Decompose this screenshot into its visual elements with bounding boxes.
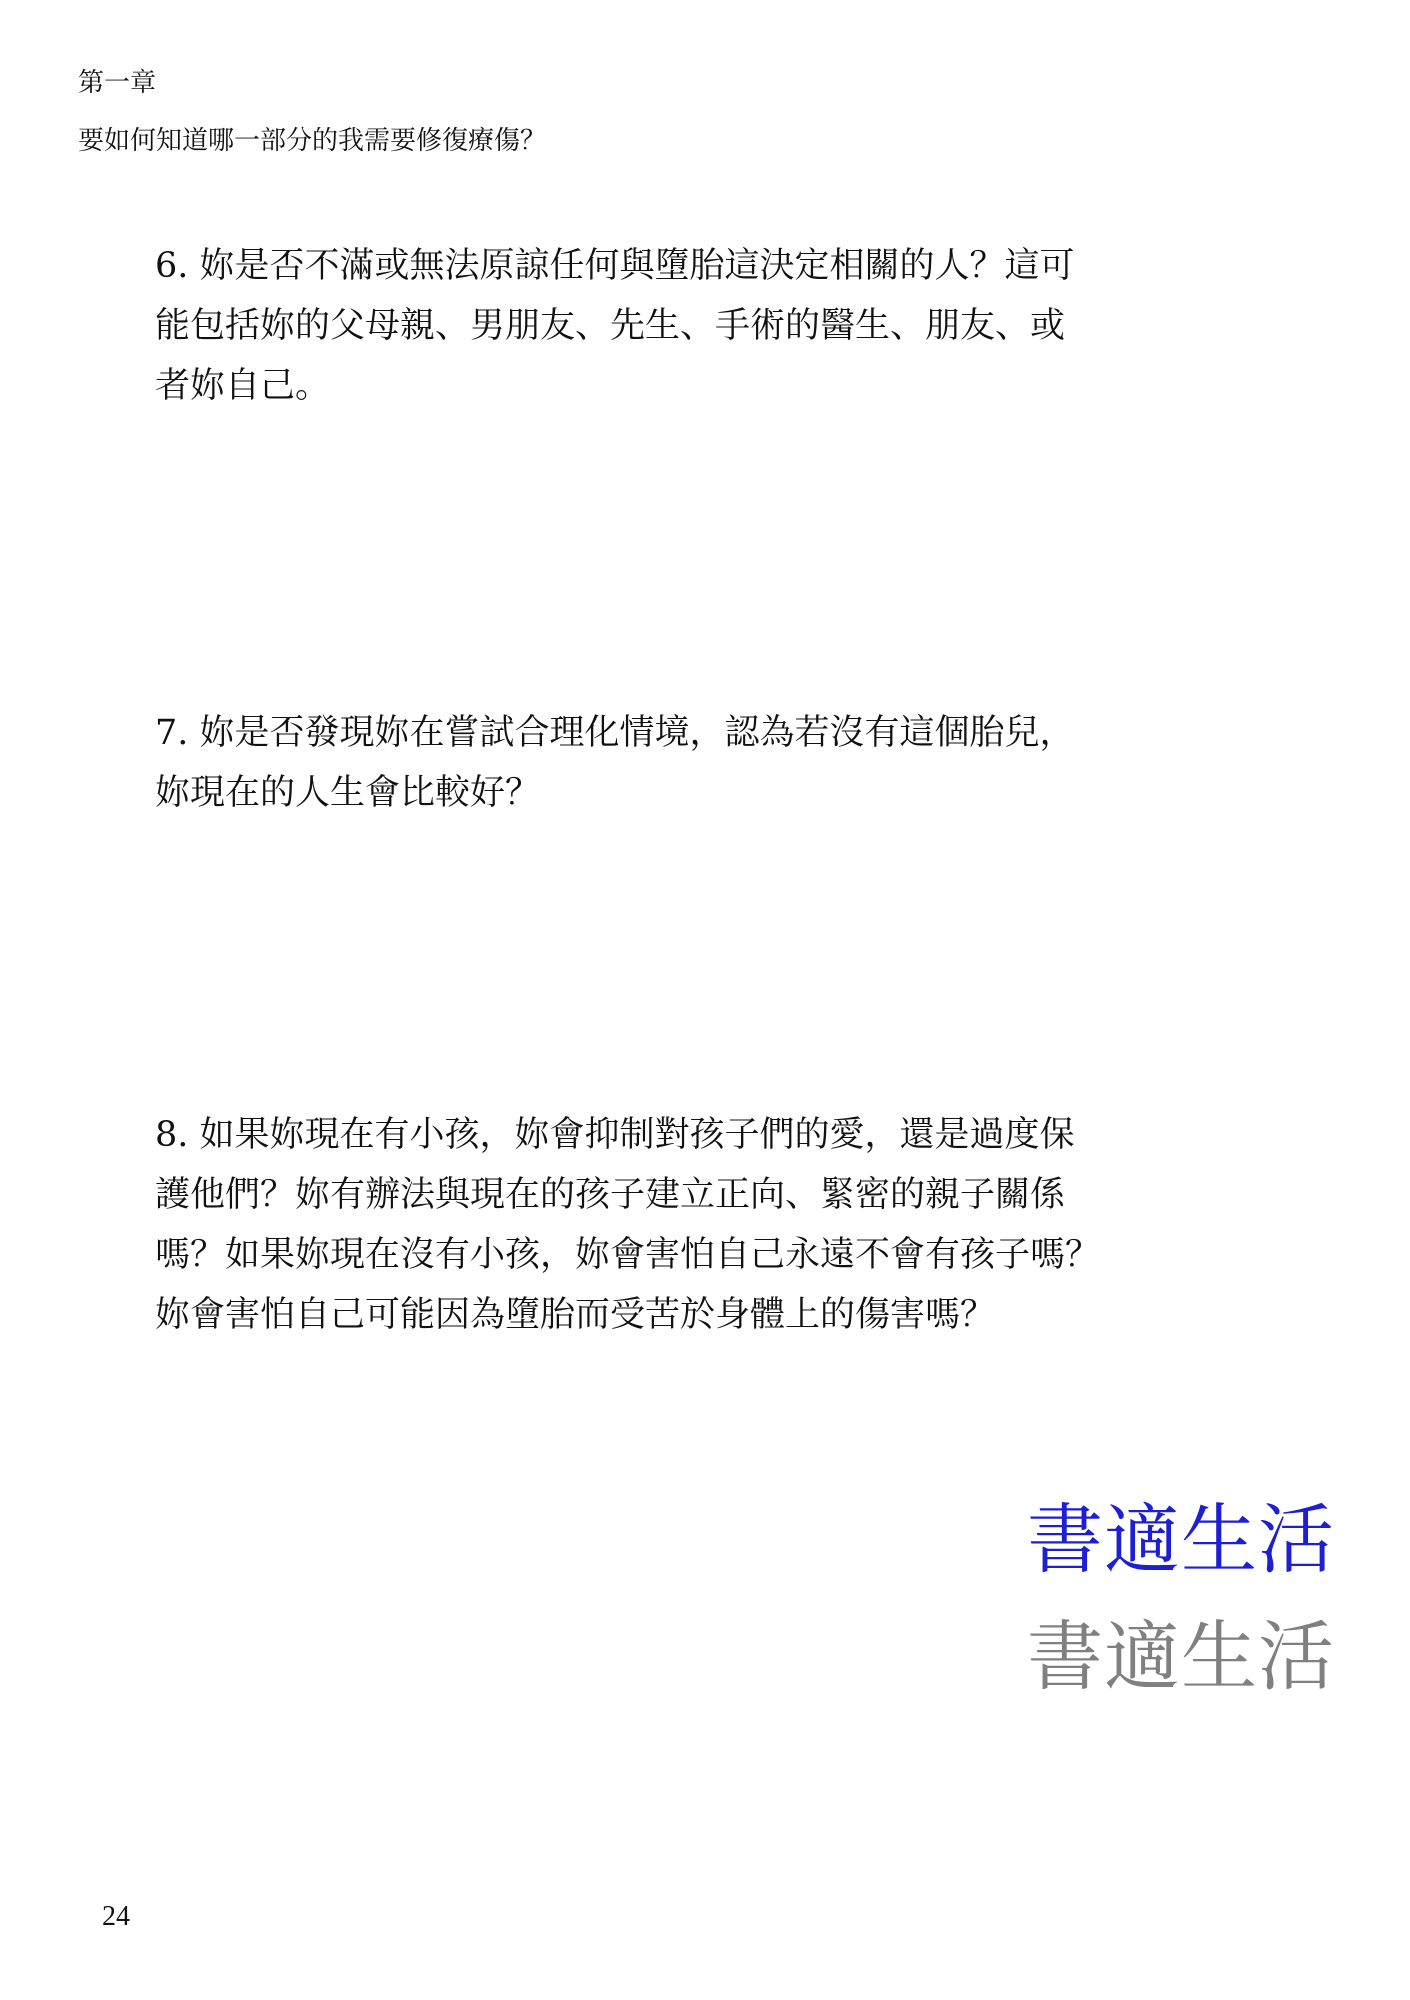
watermark-blue: 書適生活: [1027, 1495, 1335, 1584]
question-8-line-2: 護他們？妳有辦法與現在的孩子建立正向、緊密的親子關係: [155, 1175, 1066, 1215]
question-6-line-1: 6. 妳是否不滿或無法原諒任何與墮胎這決定相關的人？這可: [155, 246, 1075, 286]
watermark-gray: 書適生活: [1027, 1612, 1335, 1701]
question-8-line-3: 嗎？如果妳現在沒有小孩，妳會害怕自己永遠不會有孩子嗎？: [155, 1235, 1101, 1275]
question-8: [155, 1105, 1175, 1345]
page-number: 24: [102, 1901, 130, 1932]
question-8-line-4: 妳會害怕自己可能因為墮胎而受苦於身體上的傷害嗎？: [155, 1295, 996, 1335]
chapter-subtitle: 要如何知道哪一部分的我需要修復療傷？: [78, 126, 547, 156]
question-8-line-1: 8. 如果妳現在有小孩，妳會抑制對孩子們的愛，還是過度保: [155, 1115, 1075, 1155]
question-7-line-2: 妳現在的人生會比較好？: [155, 773, 541, 813]
question-7-line-1: 7. 妳是否發現妳在嘗試合理化情境，認為若沒有這個胎兒，: [155, 713, 1075, 753]
chapter-heading: 第一章: [78, 68, 157, 98]
question-7: [155, 703, 1175, 823]
question-6-line-3: 者妳自己。: [155, 366, 331, 406]
question-6-line-2: 能包括妳的父母親、男朋友、先生、手術的醫生、朋友、或: [155, 306, 1066, 346]
question-6: [155, 236, 1175, 416]
